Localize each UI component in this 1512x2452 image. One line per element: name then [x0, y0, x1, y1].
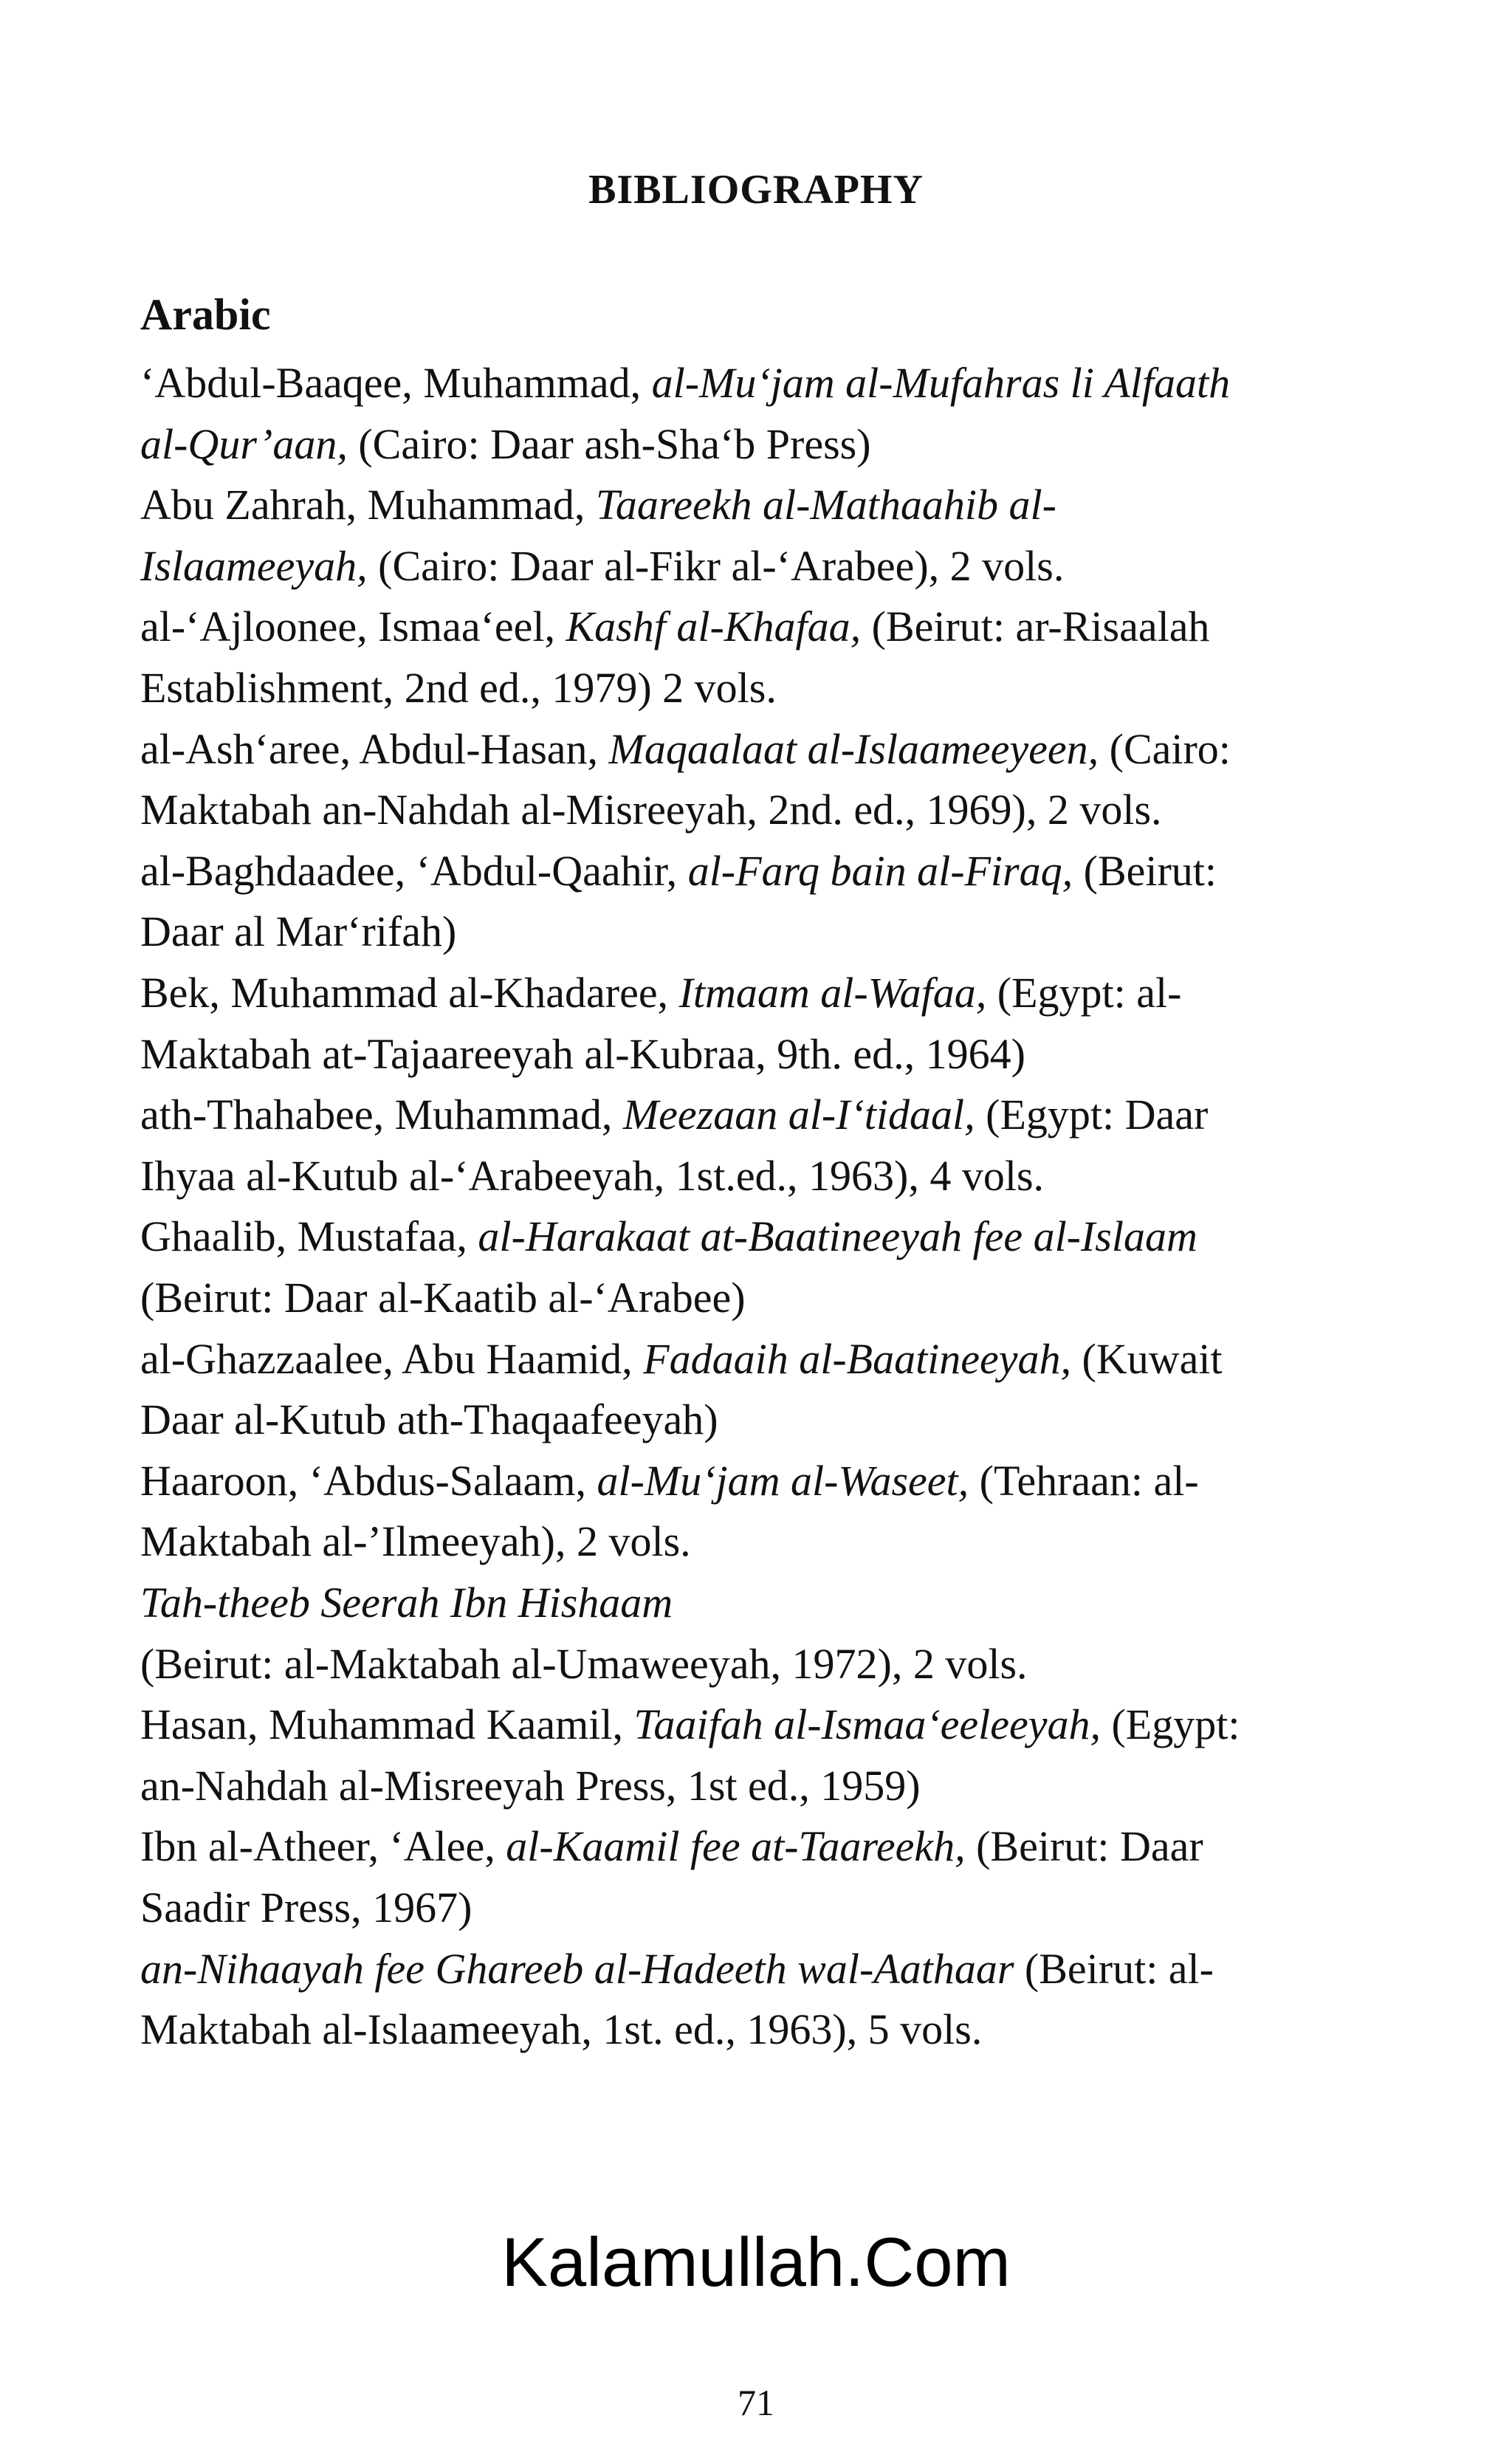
italic-title: al-Mu‘jam al-Mufahras li Alfaath [651, 359, 1231, 407]
text-segment: (Tehraan: al- [969, 1456, 1199, 1505]
text-segment: (Beirut: al-Maktabah al-Umaweeyah, 1972), 2 vols. [140, 1639, 1028, 1688]
bibliography-line [140, 1395, 718, 1444]
text-segment: Haaroon, ‘Abdus-Salaam, [140, 1456, 597, 1505]
italic-title: Maqaalaat al-Islaameeyeen, [608, 724, 1099, 773]
text-segment: Saadir Press, 1967) [140, 1883, 472, 1931]
bibliography-line [140, 664, 777, 712]
italic-title: Islaameeyah, [140, 541, 368, 590]
bibliography-line [140, 1091, 1209, 1139]
italic-title: al-Farq bain al-Firaq, [687, 846, 1073, 895]
italic-title: Taareekh al-Mathaahib al- [595, 481, 1056, 529]
italic-title: al-Harakaat at-Baatineeyah fee al-Islaam [478, 1212, 1197, 1261]
text-segment: Hasan, Muhammad Kaamil, [140, 1700, 634, 1749]
text-segment: Ihyaa al-Kutub al-‘Arabeeyah, 1st.ed., 1963), 4 vols. [140, 1151, 1045, 1200]
bibliography-line [140, 1334, 1223, 1383]
page-title: BIBLIOGRAPHY [588, 167, 924, 213]
bibliography-line [140, 1151, 1045, 1200]
text-segment: (Kuwait [1071, 1334, 1223, 1383]
bibliography-line [140, 1212, 1197, 1261]
text-segment: Bek, Muhammad al-Khadaree, [140, 969, 679, 1017]
bibliography-line [140, 969, 1182, 1017]
text-segment: ‘Abdul-Baaqee, Muhammad, [140, 359, 652, 407]
bibliography-line [140, 1029, 1025, 1078]
bibliography-line [140, 1883, 472, 1931]
italic-title: al-Kaamil fee at-Taareekh, [506, 1822, 966, 1871]
bibliography-line [140, 1944, 1214, 1993]
bibliography-line [140, 724, 1231, 773]
text-segment: Daar al-Kutub ath-Thaqaafeeyah) [140, 1395, 718, 1444]
text-segment: (Cairo: [1099, 724, 1231, 773]
text-segment: (Cairo: Daar al-Fikr al-‘Arabee), 2 vols. [367, 541, 1065, 590]
section-heading: Arabic [140, 290, 271, 339]
italic-title: al-Qur’aan, [140, 419, 348, 468]
italic-title: Kashf al-Khafaa, [566, 602, 862, 651]
text-segment: (Beirut: ar-Risaalah [861, 602, 1210, 651]
bibliography-line [140, 1456, 1199, 1505]
text-segment: an-Nahdah al-Misreeyah Press, 1st ed., 1959) [140, 1761, 921, 1810]
text-segment: (Egypt: al- [986, 969, 1182, 1017]
text-segment: ath-Thahabee, Muhammad, [140, 1091, 623, 1139]
bibliography-line [140, 1700, 1240, 1749]
bibliography-line [140, 359, 1231, 407]
watermark: Kalamullah.Com [501, 2223, 1011, 2301]
text-segment: (Egypt: [1100, 1700, 1240, 1749]
text-segment: Establishment, 2nd ed., 1979) 2 vols. [140, 664, 777, 712]
text-segment: Ghaalib, Mustafaa, [140, 1212, 478, 1261]
italic-title: Taaifah al-Ismaa‘eeleeyah, [633, 1700, 1101, 1749]
text-segment: (Cairo: Daar ash-Sha‘b Press) [347, 419, 871, 468]
bibliography-line [140, 846, 1217, 895]
text-segment: al-‘Ajloonee, Ismaa‘eel, [140, 602, 566, 651]
italic-title: Fadaaih al-Baatineeyah, [643, 1334, 1072, 1383]
bibliography-line [140, 2005, 983, 2054]
text-segment: (Egypt: Daar [975, 1091, 1209, 1139]
text-segment: Maktabah al-’Ilmeeyah), 2 vols. [140, 1517, 691, 1566]
bibliography-line [140, 541, 1065, 590]
text-segment: Maktabah at-Tajaareeyah al-Kubraa, 9th. ed., 1964) [140, 1029, 1025, 1078]
text-segment: (Beirut: Daar [965, 1822, 1203, 1871]
bibliography-line [140, 1579, 673, 1627]
page-number: 71 [738, 2382, 774, 2423]
text-segment: (Beirut: al- [1014, 1944, 1214, 1993]
italic-title: al-Mu‘jam al-Waseet, [597, 1456, 969, 1505]
bibliography-line [140, 1639, 1028, 1688]
text-segment: Daar al Mar‘rifah) [140, 907, 457, 956]
text-segment: Abu Zahrah, Muhammad, [140, 481, 596, 529]
text-segment: Ibn al-Atheer, ‘Alee, [140, 1822, 506, 1871]
bibliography-line [140, 419, 871, 468]
bibliography-line [140, 1761, 921, 1810]
italic-title: Meezaan al-I‘tidaal, [622, 1091, 975, 1139]
bibliography-line [140, 602, 1210, 651]
bibliography-line [140, 481, 1056, 529]
text-segment: Maktabah an-Nahdah al-Misreeyah, 2nd. ed., 1969), 2 vols. [140, 786, 1162, 834]
bibliography-line [140, 1822, 1203, 1871]
bibliography-line [140, 907, 457, 956]
text-segment: (Beirut: [1073, 846, 1217, 895]
bibliography-line [140, 786, 1162, 834]
italic-title: an-Nihaayah fee Ghareeb al-Hadeeth wal-Aathaar [140, 1944, 1014, 1993]
text-segment: (Beirut: Daar al-Kaatib al-‘Arabee) [140, 1274, 746, 1322]
text-segment: Maktabah al-Islaameeyah, 1st. ed., 1963), 5 vols. [140, 2005, 983, 2054]
text-segment: al-Ash‘aree, Abdul-Hasan, [140, 724, 609, 773]
bibliography-line [140, 1274, 746, 1322]
text-segment: al-Baghdaadee, ‘Abdul-Qaahir, [140, 846, 688, 895]
text-segment: al-Ghazzaalee, Abu Haamid, [140, 1334, 644, 1383]
italic-title: Tah-theeb Seerah Ibn Hishaam [140, 1579, 673, 1627]
bibliography-line [140, 1517, 691, 1566]
italic-title: Itmaam al-Wafaa, [678, 969, 987, 1017]
